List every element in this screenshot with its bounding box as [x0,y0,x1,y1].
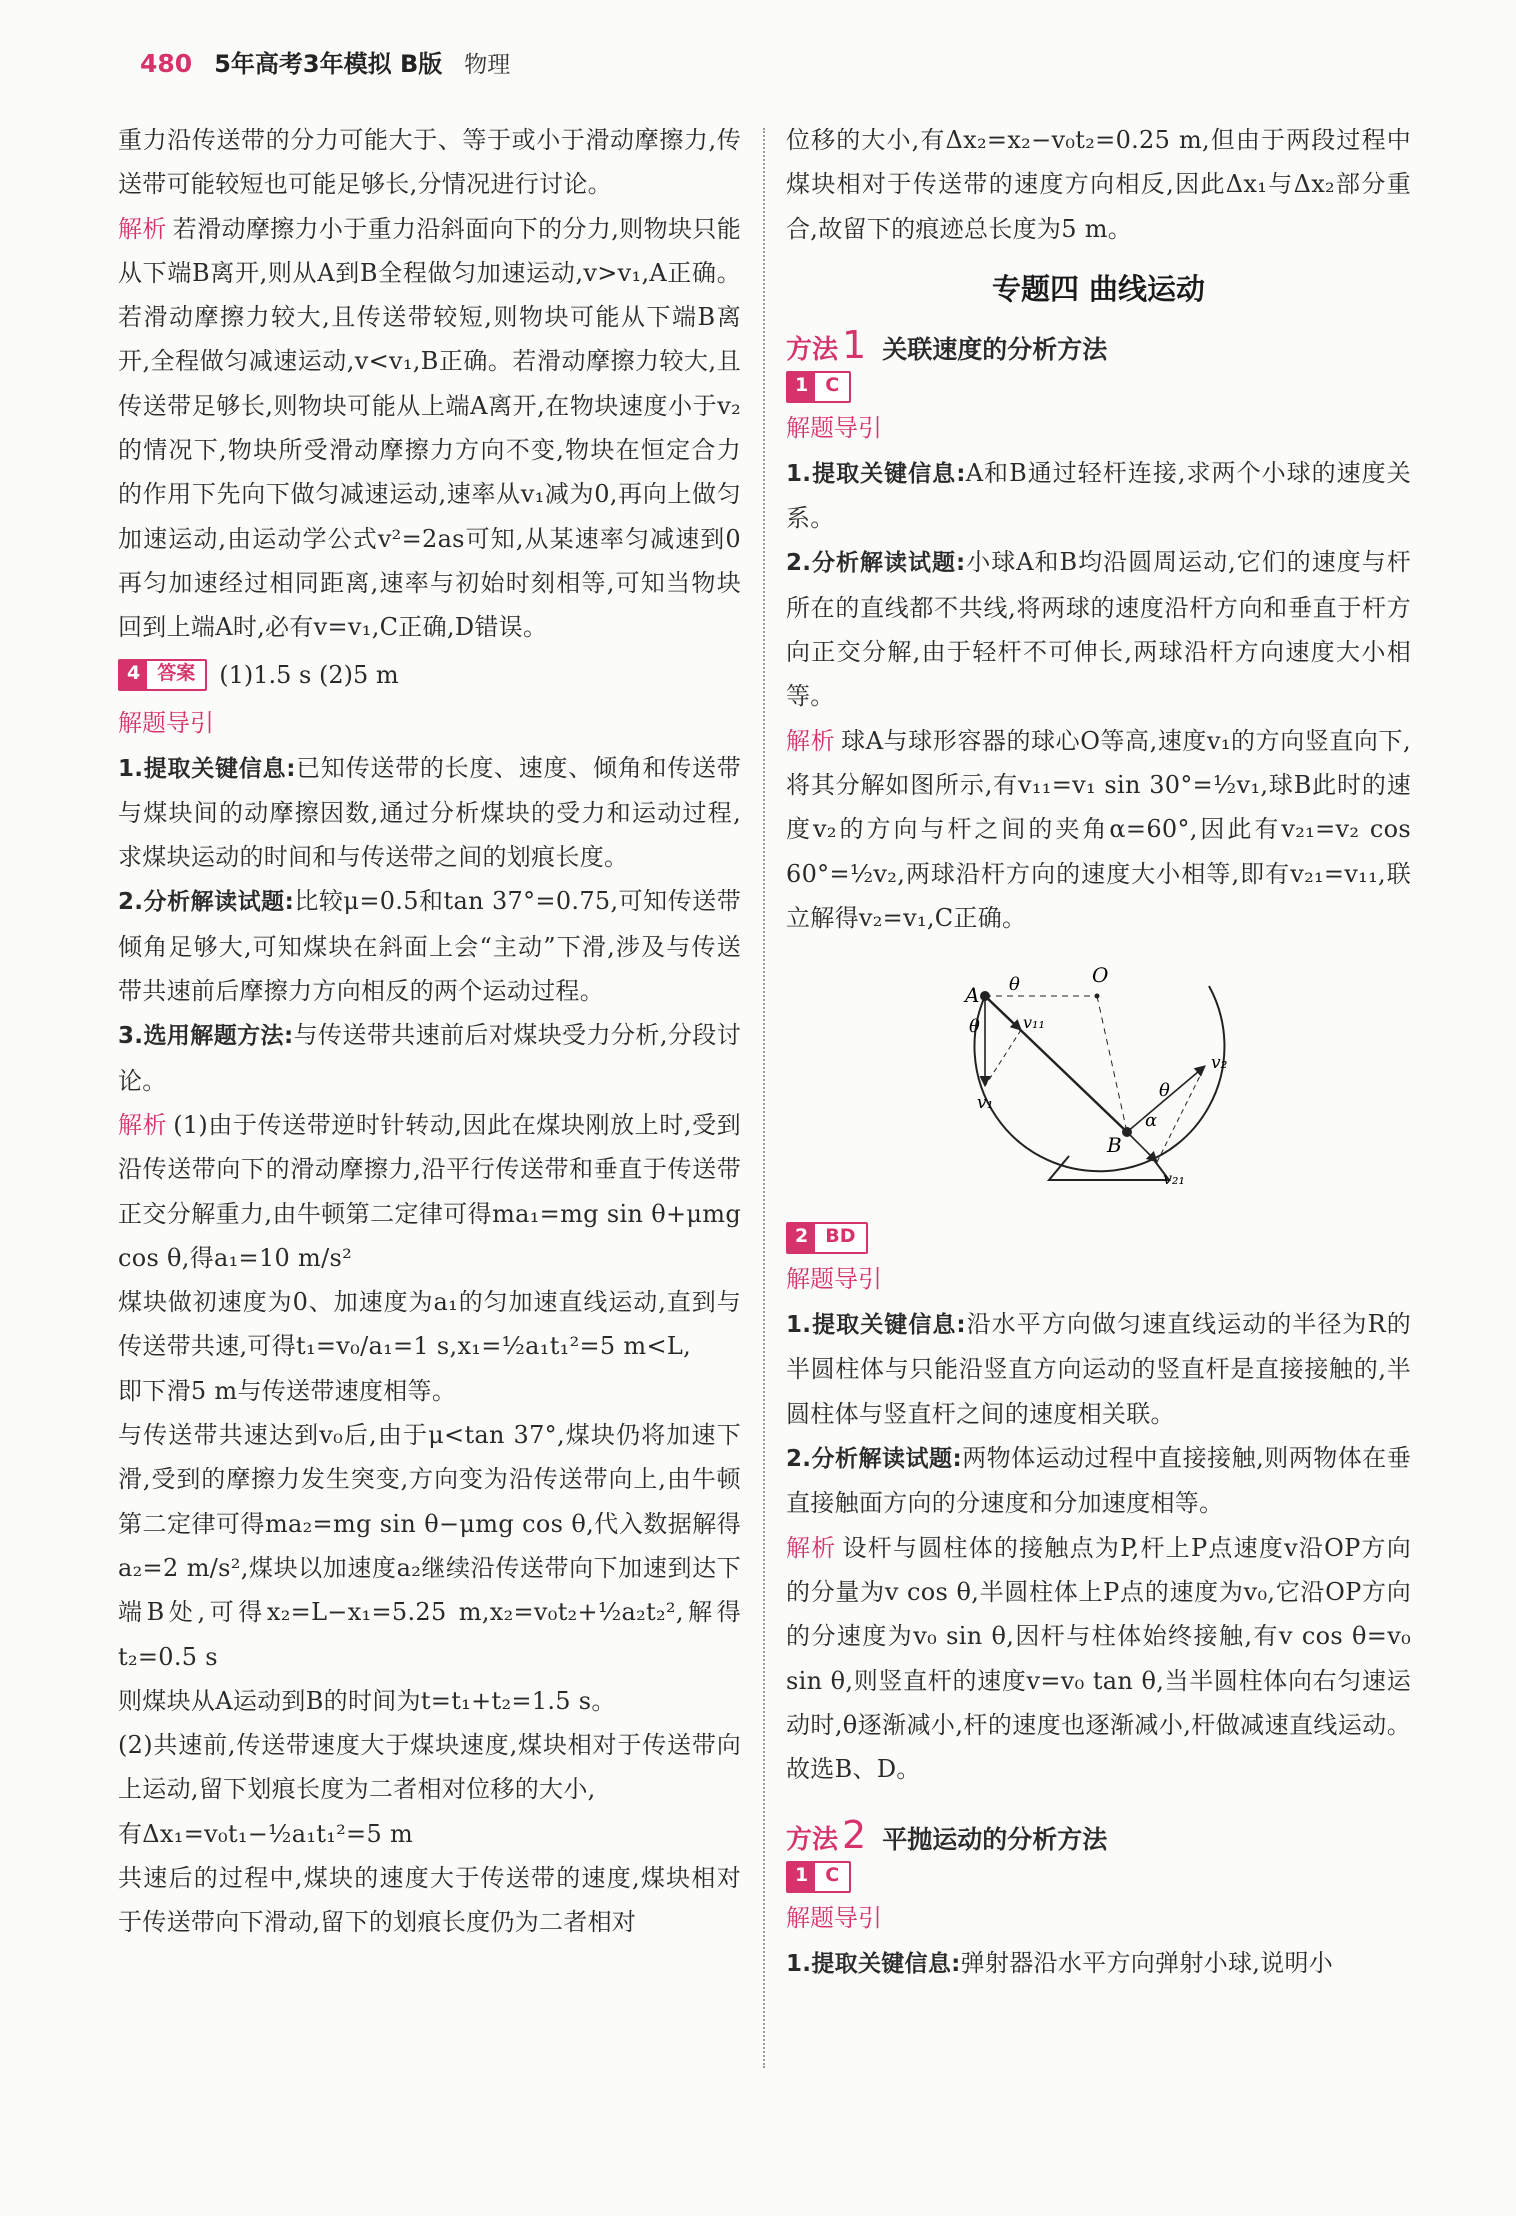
paragraph: 有Δx₁=v₀t₁−½a₁t₁²=5 m [118,1819,413,1848]
question-badge [786,1861,851,1893]
key-info-paragraph [786,1941,1411,1986]
radius-ob [1097,996,1127,1132]
key-label: 1.提取关键信息: [118,755,296,782]
page-header [140,44,510,84]
analysis-paragraph [786,1526,1419,1792]
v21-arrow [1127,1132,1157,1162]
method-title: 平抛运动的分析方法 [882,1825,1108,1855]
answer-choice: C [815,1863,849,1891]
paragraph: (2)共速前,传送带速度大于煤块速度,煤块相对于传送带向上运动,留下划痕长度为二者相对位移的大小, [118,1731,741,1804]
velocity-diagram [786,944,1411,1214]
guide-heading: 解题导引 [786,413,882,442]
label-v2: v₂ [1210,1053,1227,1074]
label-v11: v₁₁ [1022,1013,1045,1033]
key-label: 2.分析解读试题: [786,1446,962,1473]
paragraph: 煤块做初速度为0、加速度为a₁的匀加速直线运动,直到与传送带共速,可得t₁=v₀/a₁=1 s,x₁=½a₁t₁²=5 m<L, [118,1288,741,1361]
label-theta-c: θ [1158,1080,1170,1102]
label-theta-a: θ [1008,974,1020,996]
analysis-tag: 解析 [118,214,167,243]
key-text: 与传送带共速前后对煤块受力分析,分段讨论。 [118,1021,742,1095]
paragraph: 共速后的过程中,煤块的速度大于传送带的速度,煤块相对于传送带向下滑动,留下的划痕长度仍为二者相对 [118,1863,741,1937]
key-info-paragraph [118,746,741,880]
analysis-text: 若滑动摩擦力小于重力沿斜面向下的分力,则物块只能从下端B离开,则从A到B全程做匀加速运动,v>v₁,A正确。若滑动摩擦力较大,且传送带较短,则物块可能从下端B离开,全程做匀减速运动,v<v₁,B正确。若滑动摩擦力较大,且传送带足够长,则物块可能从上端A离开,在物块速度小于v₂的情况下,物块所受滑动摩擦力方向不变,物块在恒定合力的作用下先向下做匀减速运动,速率从v₁减为0,再向上做匀加速运动,由运动学公式v²=2as可知,从某速率匀减速到0再匀加速经过相同距离,速率与初始时刻相等,可知当物块回到上端A时,必有v=v₁,C正确,D错误。 [118,214,741,642]
key-info-paragraph [786,1302,1411,1436]
key-label: 2.分析解读试题: [118,889,295,916]
label-v21: v₂₁ [1162,1169,1185,1189]
analysis-text: 设杆与圆柱体的接触点为P,杆上P点速度v沿OP方向的分量为v cos θ,半圆柱体上P点的速度为v₀,它沿OP方向的分速度为v₀ sin θ,因杆与柱体始终接触,有v cos θ=v₀ sin θ,则竖直杆的速度v=v₀ tan θ,当半圆柱体向右匀速运动时,θ逐渐减小,杆的速度也逐渐减小,杆做减速直线运动。故选B、D。 [786,1533,1419,1784]
analysis-tag: 解析 [786,726,836,755]
key-text: 已知传送带的长度、速度、倾角和传送带与煤块间的动摩擦因数,通过分析煤块的受力和运动过程,求煤块运动的时间和与传送带之间的划痕长度。 [118,753,742,872]
method-number: 1 [842,322,867,367]
guide-heading: 解题导引 [786,1904,882,1933]
key-label: 2.分析解读试题: [786,550,966,577]
column-divider [763,128,765,2068]
method-number: 2 [842,1813,867,1858]
answer-text: (1)1.5 s (2)5 m [219,660,399,689]
key-text: 沿水平方向做匀速直线运动的半径为R的半圆柱体与只能沿竖直方向运动的竖直杆是直接接触的,半圆柱体与竖直杆之间的速度相关联。 [786,1310,1411,1428]
key-label: 1.提取关键信息: [786,460,966,487]
analysis-text: (1)由于传送带逆时针转动,因此在煤块刚放上时,受到沿传送带向下的滑动摩擦力,沿平行传送带和垂直于传送带正交分解重力,由牛顿第二定律可得ma₁=mg sin θ+μmg cos θ,得a₁=10 m/s² [118,1110,749,1272]
question-badge [786,371,851,403]
key-info-paragraph [786,451,1411,541]
velocity-diagram-svg [919,944,1279,1206]
analysis-info-paragraph [118,879,741,1013]
question-number: 4 [120,661,147,689]
key-label: 1.提取关键信息: [786,1951,961,1978]
key-label: 1.提取关键信息: [786,1312,966,1339]
page-number: 480 [140,49,193,78]
book-title: 5年高考3年模拟 B版 [214,50,443,78]
label-v1: v₁ [976,1093,993,1114]
right-column [786,118,1419,1987]
answer-label: 答案 [147,661,205,689]
v11-arrow [985,996,1021,1030]
key-text: 比较μ=0.5和tan 37°=0.75,可知传送带倾角足够大,可知煤块在斜面上会“主动”下滑,涉及与传送带共速前后摩擦力方向相反的两个运动过程。 [118,887,741,1006]
paragraph: 重力沿传送带的分力可能大于、等于或小于滑动摩擦力,传送带可能较短也可能足够长,分情况进行讨论。 [118,126,741,199]
question-number: 1 [788,1863,815,1891]
paragraph: 与传送带共速达到v₀后,由于μ<tan 37°,煤块仍将加速下滑,受到的摩擦力发生突变,方向变为沿传送带向上,由牛顿第二定律可得ma₂=mg sin θ−μmg cos θ,代入数据解得a₂=2 m/s²,煤块以加速度a₂继续沿传送带向下加速到达下端B处,可得x₂=L−x₁=5.25 m,x₂=v₀t₂+½a₂t₂²,解得t₂=0.5 s [118,1421,741,1671]
answer-choice: C [815,373,849,401]
analysis-paragraph [118,207,741,650]
method-label: 方法 [786,1825,839,1856]
question-number: 1 [788,373,815,401]
answer-line [786,1861,1411,1893]
label-theta-b: θ [968,1016,980,1038]
paragraph: 即下滑5 m与传送带速度相等。 [118,1376,457,1405]
question-number: 2 [788,1224,815,1252]
analysis-tag: 解析 [118,1110,168,1139]
answer-choice: BD [815,1224,865,1252]
guide-heading: 解题导引 [118,708,214,737]
v1-component-dash [985,1030,1021,1086]
topic-heading: 专题四 曲线运动 [991,271,1206,306]
analysis-info-paragraph [786,540,1411,718]
method-info-paragraph [118,1013,741,1103]
label-o: O [1091,963,1108,988]
question-badge [118,659,207,691]
key-text: 两物体运动过程中直接接触,则两物体在垂直接触面方向的分速度和分加速度相等。 [786,1444,1412,1518]
key-label: 3.选用解题方法: [118,1023,294,1050]
key-text: 小球A和B均沿圆周运动,它们的速度与杆所在的直线都不共线,将两球的速度沿杆方向和垂直于杆方向正交分解,由于轻杆不可伸长,两球沿杆方向速度大小相等。 [786,548,1412,711]
label-b: B [1106,1133,1122,1158]
answer-line [786,1222,1411,1254]
analysis-info-paragraph [786,1436,1411,1526]
label-alpha: α [1144,1110,1157,1132]
paragraph: 位移的大小,有Δx₂=x₂−v₀t₂=0.25 m,但由于两段过程中煤块相对于传送带的速度方向相反,因此Δx₁与Δx₂部分重合,故留下的痕迹总长度为5 m。 [786,126,1411,243]
method-heading [786,323,1411,367]
analysis-tag: 解析 [786,1533,837,1562]
subject-label: 物理 [464,52,511,78]
key-text: 弹射器沿水平方向弹射小球,说明小 [960,1949,1334,1978]
question-badge [786,1222,868,1254]
answer-line [786,371,1411,403]
label-a: A [964,983,979,1008]
method-title: 关联速度的分析方法 [882,334,1108,364]
answer-line [118,652,741,698]
paragraph: 则煤块从A运动到B的时间为t=t₁+t₂=1.5 s。 [118,1686,616,1715]
analysis-text: 球A与球形容器的球心O等高,速度v₁的方向竖直向下,将其分解如图所示,有v₁₁=v₁ sin 30°=½v₁,球B此时的速度v₂的方向与杆之间的夹角α=60°,因此有v₂₁=v₂ cos 60°=½v₂,两球沿杆方向的速度大小相等,即有v₂₁=v₁₁,联立解得v₂=v₁,C正确。 [786,726,1419,932]
guide-heading: 解题导引 [786,1265,882,1294]
analysis-paragraph [786,719,1419,940]
method-label: 方法 [786,334,839,365]
key-text: A和B通过轻杆连接,求两个小球的速度关系。 [786,458,1412,533]
container-arc [974,986,1224,1171]
method-heading [786,1813,1411,1857]
left-column [118,118,749,1945]
analysis-paragraph [118,1103,749,1280]
